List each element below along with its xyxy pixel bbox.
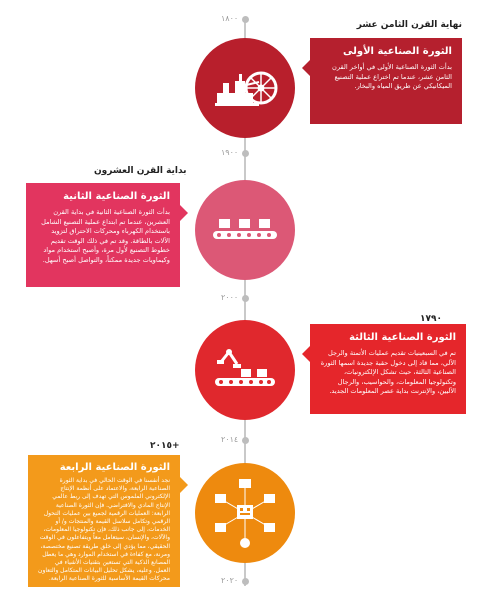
year-label-1900: ١٩٠٠ <box>221 148 239 157</box>
smart-factory-network-icon <box>195 463 295 563</box>
robot-arm-conveyor-icon <box>195 320 295 420</box>
fourth-revolution-card <box>28 455 180 587</box>
card-body: تم في السبعينيات تقديم عمليات الأتمتة والرجل الآلي، مما قاد إلى دخول حقبة جديدة اسمها الثورة الصناعية الثالثة، حيث تشكل الإلكترونيات، وتكنولوجيا المعلومات، والحواسيب، والرجال الآليين، والإنترنت بداية عصر المعلومات الجديد. <box>320 349 456 396</box>
year-marker-dot <box>242 437 249 444</box>
conveyor-belt-icon <box>195 180 295 280</box>
second-revolution-circle <box>195 180 295 280</box>
year-label-1800: ١٨٠٠ <box>221 14 239 23</box>
year-label-2020: ٢٠٢٠ <box>221 576 239 585</box>
era-label-fourth: ٢٠١٥+ <box>150 441 180 451</box>
first-revolution-card <box>310 38 462 124</box>
card-title: الثورة الصناعية الأولى <box>343 46 452 57</box>
year-marker-dot <box>242 295 249 302</box>
era-label-third: ١٧٩٠ <box>420 314 442 324</box>
steam-engine-icon <box>195 38 295 138</box>
year-label-2014: ٢٠١٤ <box>221 435 239 444</box>
card-body: بدأت الثورة الصناعية الثانية في بداية القرن العشرين، عندما تم ابتداع عملية التصنيع الشامل باستخدام الكهرباء ومحركات الاحتراق لتزويد الآلات بالطاقة. وقد تم في ذلك الوقت تقديم خطوط التصنيع لأول مرة، وأصبح استخدام مواد وكيماويات جديدة ممكناً، والتواصل أصبح أسهل. <box>41 208 170 264</box>
year-marker-dot <box>242 578 249 585</box>
year-marker-dot <box>242 150 249 157</box>
third-revolution-card <box>310 324 466 414</box>
second-revolution-card <box>26 183 180 287</box>
card-title: الثورة الصناعية الثانية <box>63 191 170 202</box>
card-body: بدأت الثورة الصناعية الأولى في أواخر القرن الثامن عشر، عندما تم اختراع عملية التصنيع الميكانيكي عن طريق المياه والبخار. <box>332 63 452 91</box>
card-title: الثورة الصناعية الرابعة <box>59 462 170 473</box>
fourth-revolution-circle <box>195 463 295 563</box>
era-label-second: بداية القرن العشرون <box>94 166 187 176</box>
third-revolution-circle <box>195 320 295 420</box>
era-label-first: نهاية القرن الثامن عشر <box>356 20 462 30</box>
card-body: نجد أنفسنا في الوقت الحالي في بداية الثورة الصناعية الرابعة، والاعتماد على أنظمة الإنتاج الإلكتروني الملموس التي تهدف إلى ربط عالمي الإنتاج المادي والافتراضي. فإن الثورة الصناعية الرابعة: العمليات الرقمية لجميع بين عمليات التحول الرقمي وتكامل سلاسل القيمة والمنتجات و/ أو الخدمات، إلى جانب ذلك، فإن تكنولوجيا المعلومات، والآلات، والإنسان، سيتعامل معاً ويتفاعلون في الوقت الحقيقي، مما يؤدي إلى خلق طريقة تصنيع مختصصة، ومرنة، مع كفاءة في استخدام الموارد وهي ما يعطل المصانع الذكية التي تستعين بتقنيات الأشياء في العمل. وعليه، يشكل تحليل البيانات المتكامل والتعاون محركات القيمة الأساسية للثورة الصناعية الرابعة. <box>38 477 170 583</box>
first-revolution-circle <box>195 38 295 138</box>
card-title: الثورة الصناعية الثالثة <box>349 332 456 343</box>
year-label-2000: ٢٠٠٠ <box>221 293 239 302</box>
year-marker-dot <box>242 16 249 23</box>
